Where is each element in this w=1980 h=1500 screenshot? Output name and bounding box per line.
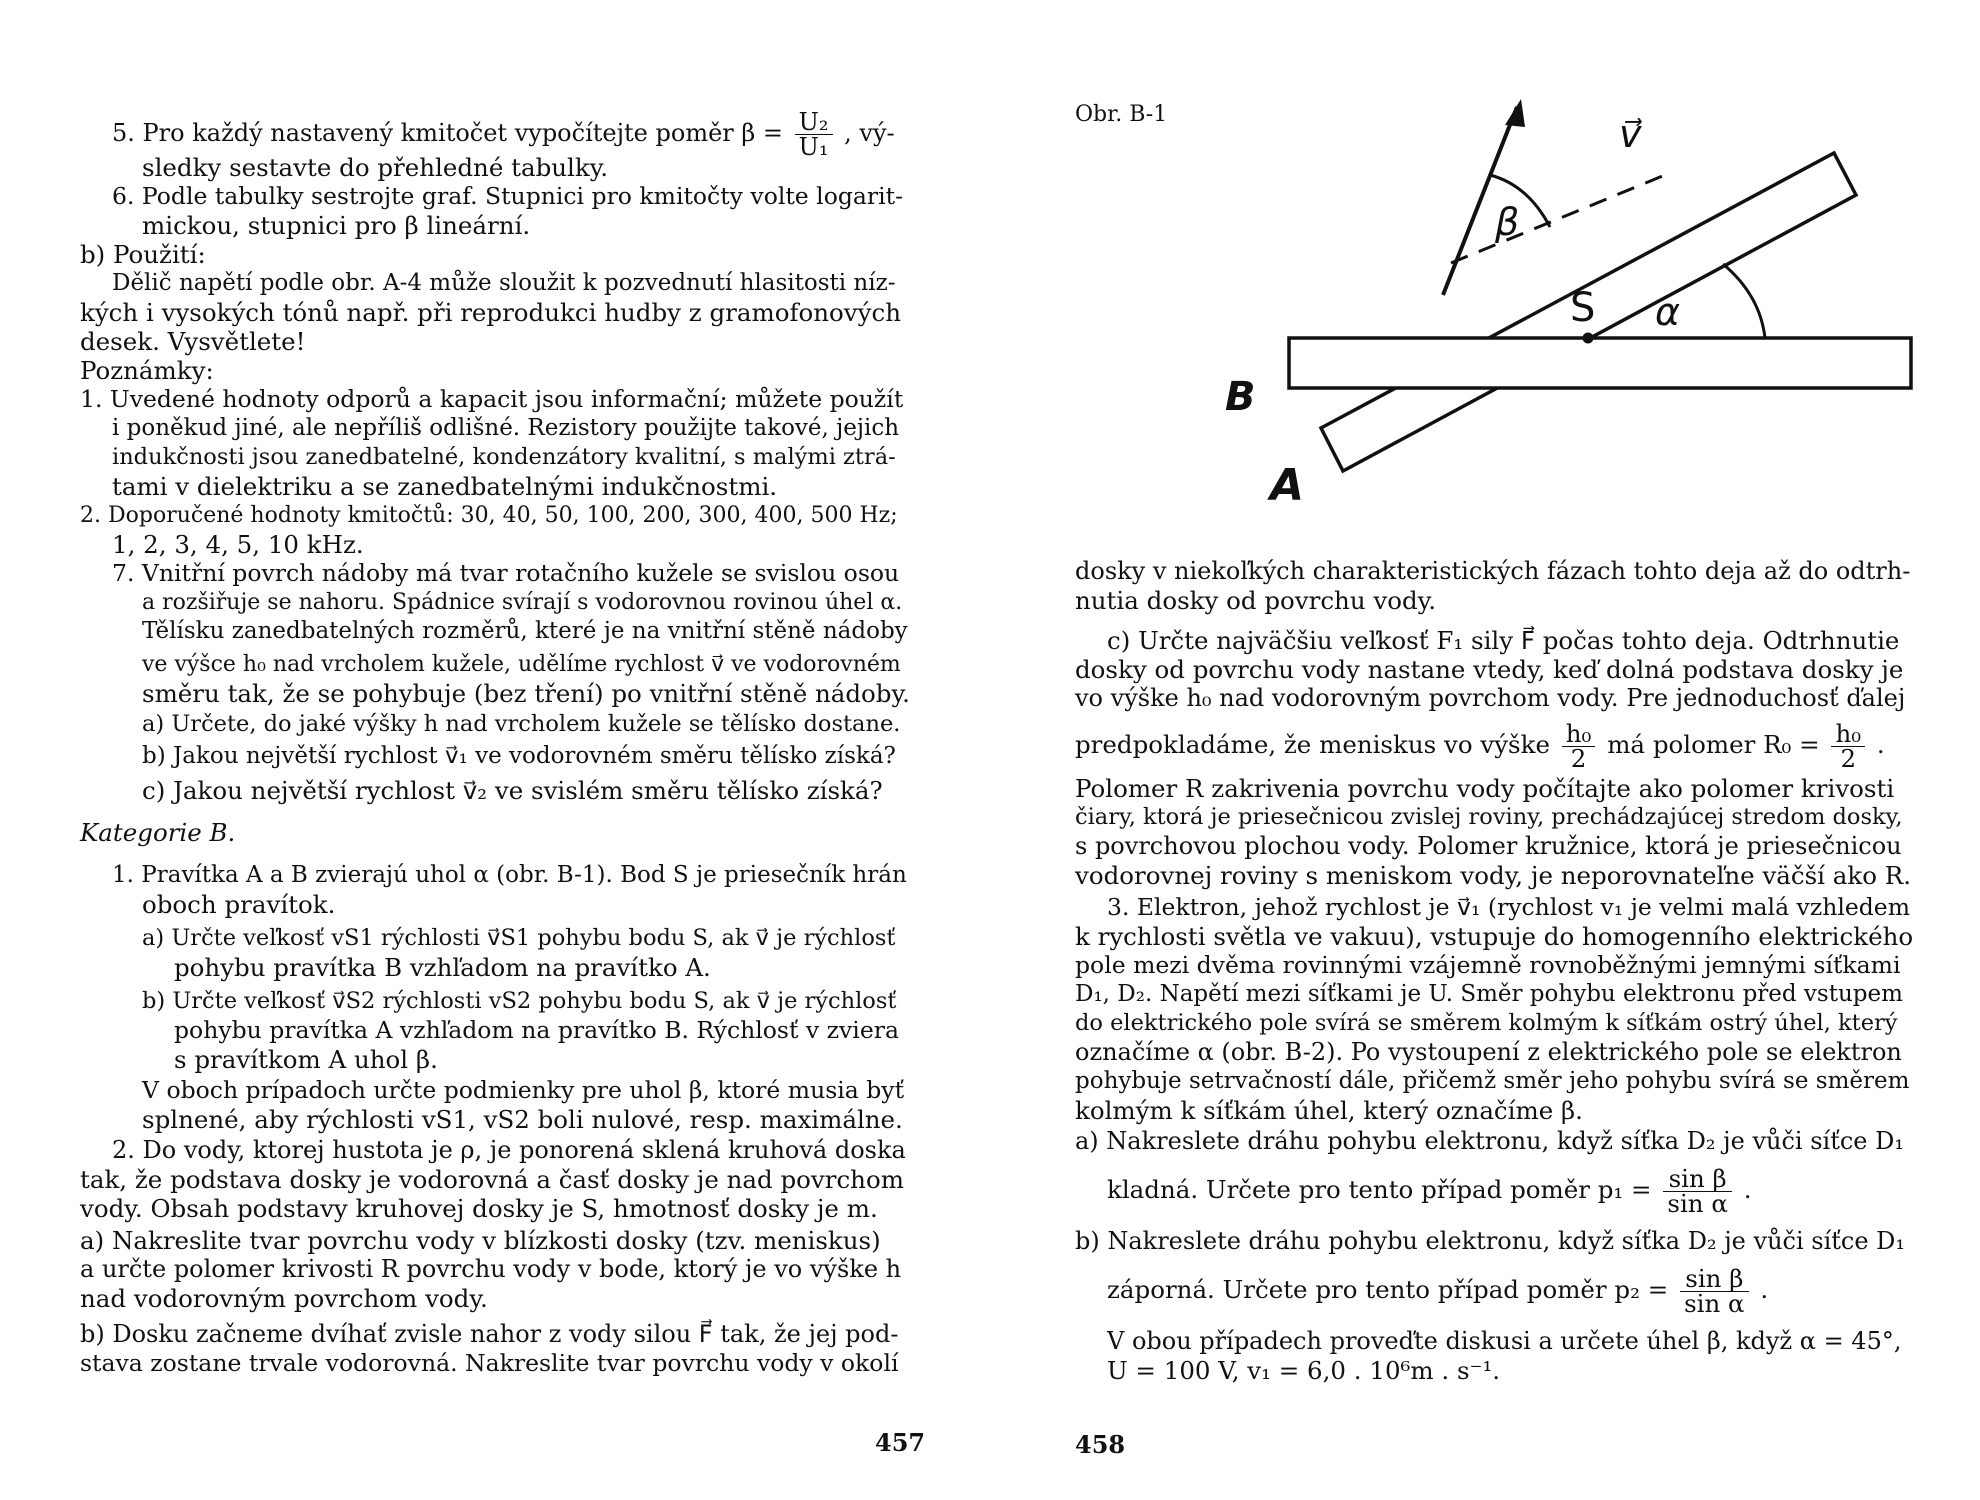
fraction [1562, 719, 1596, 773]
text-line: oboch pravítok. [142, 890, 336, 919]
text-line: a) Určte veľkosť vS1 rýchlosti v⃗S1 pohybu bodu S, ak v⃗ je rýchlosť [142, 925, 896, 951]
label-s: S [1570, 285, 1596, 331]
text-line: tak, že podstava dosky je vodorovná a časť dosky je nad povrchom [80, 1165, 904, 1194]
text-line: V obou případech proveďte diskusi a určete úhel β, když α = 45°, [1107, 1327, 1902, 1355]
ruler-b [1289, 338, 1911, 388]
text-line [112, 110, 910, 159]
text-line: sledky sestavte do přehledné tabulky. [142, 153, 609, 182]
text-line: nutia dosky od povrchu vody. [1075, 586, 1437, 615]
text-line: dosky od povrchu vody nastane vtedy, keď dolná podstava dosky je [1075, 655, 1904, 684]
point-s [1583, 333, 1594, 344]
fraction-numerator: h₀ [1562, 722, 1596, 747]
text-line: do elektrického pole svírá se směrem kolmým k síťkám ostrý úhel, který [1075, 1010, 1898, 1036]
left-page [80, 0, 926, 1500]
right-page [1075, 0, 1915, 1500]
label-v: v⃗ [1619, 112, 1642, 156]
text-line: směru tak, že se pohybuje (bez tření) po vnitřní stěně nádoby. [142, 679, 910, 708]
text-line: b) Jakou největší rychlost v⃗₁ ve vodorovném směru tělísko získá? [142, 743, 896, 769]
text-span: má polomer R₀ = [1607, 730, 1820, 759]
text-line: vo výške h₀ nad vodorovným povrchom vody. Pre jednoduchosť ďalej [1075, 684, 1906, 712]
text-line: indukčnosti jsou zanedbatelné, kondenzátory kvalitní, s malými ztrá- [112, 444, 896, 470]
text-line: pole mezi dvěma rovinnými vzájemně rovnoběžnými jemnými síťkami [1075, 951, 1901, 979]
page-number: 457 [875, 1428, 926, 1457]
fraction-numerator: h₀ [1831, 722, 1865, 747]
text-line: 7. Vnitřní povrch nádoby má tvar rotačního kužele se svislou osou [112, 559, 900, 587]
text-line: dosky v niekoľkých charakteristických fázach tohto deja až do odtrh- [1075, 557, 1911, 585]
fraction-numerator: U₂ [795, 110, 833, 135]
text-line: označíme α (obr. B-2). Po vystoupení z elektrického pole se elektron [1075, 1038, 1902, 1066]
text-line: a) Nakreslete dráhu pohybu elektronu, když síťka D₂ je vůči síťce D₁ [1075, 1127, 1904, 1155]
text-line: pohybuje setrvačností dále, přičemž směr jeho pohybu svírá se směrem [1075, 1068, 1910, 1094]
fraction-denominator: sin α [1667, 1189, 1728, 1218]
text-span: záporná. Určete pro tento případ poměr p₂ = [1107, 1275, 1669, 1304]
text-line: vody. Obsah podstavy kruhovej dosky je S, hmotnosť dosky je m. [80, 1194, 878, 1223]
text-line: tami v dielektriku a se zanedbatelnými indukčnostmi. [112, 472, 778, 501]
fraction-numerator: sin β [1680, 1267, 1749, 1292]
text-line: nad vodorovným povrchom vody. [80, 1284, 488, 1313]
text-span: , vý- [844, 119, 895, 147]
text-line: 1. Uvedené hodnoty odporů a kapacit jsou informační; můžete použít [80, 385, 904, 413]
angle-alpha-arc [1723, 264, 1765, 338]
arrow-head [1505, 99, 1525, 127]
text-line: Tělísku zanedbatelných rozměrů, které je na vnitřní stěně nádoby [142, 618, 908, 644]
text-line: pohybu pravítka B vzhľadom na pravítko A. [174, 953, 711, 982]
label-a: A [1270, 460, 1305, 511]
text-line: čiary, ktorá je priesečnicou zvislej roviny, prechádzajúcej stredom dosky, [1075, 804, 1903, 830]
text-line: Dělič napětí podle obr. A-4 může sloužit k pozvednutí hlasitosti níz- [112, 270, 896, 296]
fraction-denominator: U₁ [798, 133, 829, 161]
fraction [1831, 719, 1865, 773]
text-line [1107, 1164, 1915, 1218]
figure-b1 [1145, 95, 1925, 525]
fraction [795, 110, 833, 159]
fraction-denominator: sin α [1684, 1289, 1745, 1318]
fraction [1680, 1264, 1749, 1318]
text-line: 2. Doporučené hodnoty kmitočtů: 30, 40, 50, 100, 200, 300, 400, 500 Hz; [80, 503, 898, 528]
text-line: a) Určete, do jaké výšky h nad vrcholem kužele se tělísko dostane. [142, 711, 901, 737]
text-line: Poznámky: [80, 356, 214, 385]
text-line [1107, 1264, 1915, 1318]
text-line: k rychlosti světla ve vakuu), vstupuje do homogenního elektrického [1075, 922, 1914, 951]
fraction [1663, 1164, 1732, 1218]
label-b: B [1225, 374, 1256, 420]
text-span: . [1743, 1175, 1752, 1204]
text-line: V oboch prípadoch určte podmienky pre uhol β, ktoré musia byť [142, 1076, 905, 1104]
text-line: s pravítkom A uhol β. [174, 1045, 438, 1074]
text-span: . [1760, 1275, 1769, 1304]
text-line: mickou, stupnici pro β lineární. [142, 211, 531, 240]
text-line: desek. Vysvětlete! [80, 327, 306, 356]
text-line: kolmým k síťkám úhel, který označíme β. [1075, 1096, 1583, 1125]
text-line [1075, 719, 1915, 773]
text-line: D₁, D₂. Napětí mezi síťkami je U. Směr pohybu elektronu před vstupem [1075, 981, 1903, 1007]
fraction-denominator: 2 [1840, 744, 1857, 773]
text-line: a rozšiřuje se nahoru. Spádnice svírají s vodorovnou rovinou úhel α. [142, 590, 903, 615]
text-line: stava zostane trvale vodorovná. Nakreslite tvar povrchu vody v okolí [80, 1349, 899, 1377]
text-line: c) Jakou největší rychlost v⃗₂ ve svislém směru tělísko získá? [142, 776, 883, 805]
text-line: pohybu pravítka A vzhľadom na pravítko B. Rýchlosť v zviera [174, 1016, 899, 1044]
fraction-denominator: 2 [1570, 744, 1587, 773]
text-line: b) Nakreslete dráhu pohybu elektronu, když síťka D₂ je vůči síťce D₁ [1075, 1227, 1906, 1255]
text-line: 6. Podle tabulky sestrojte graf. Stupnici pro kmitočty volte logarit- [112, 182, 904, 210]
label-beta: β [1495, 200, 1520, 244]
text-line: ve výšce h₀ nad vrcholem kužele, udělíme rychlost v⃗ ve vodorovném [142, 652, 901, 677]
text-line: c) Určte najväčšiu veľkosť F₁ sily F⃗ počas tohto deja. Odtrhnutie [1107, 626, 1900, 655]
text-span: 5. Pro každý nastavený kmitočet vypočítejte poměr β = [112, 119, 784, 147]
text-line: a) Nakreslite tvar povrchu vody v blízkosti dosky (tzv. meniskus) [80, 1226, 881, 1255]
text-line: b) Použití: [80, 240, 206, 269]
text-line: s povrchovou plochou vody. Polomer kružnice, ktorá je priesečnicou [1075, 832, 1902, 860]
text-line: b) Určte veľkosť v⃗S2 rýchlosti vS2 pohybu bodu S, ak v⃗ je rýchlosť [142, 988, 897, 1014]
figure-caption: Obr. B-1 [1075, 102, 1168, 127]
text-line: kých i vysokých tónů např. při reprodukci hudby z gramofonových [80, 298, 901, 327]
text-line: Polomer R zakrivenia povrchu vody počítajte ako polomer krivosti [1075, 774, 1895, 803]
fraction-numerator: sin β [1663, 1167, 1732, 1192]
text-line: i poněkud jiné, ale nepříliš odlišné. Rezistory použijte takové, jejich [112, 415, 900, 441]
text-line: splnené, aby rýchlosti vS1, vS2 boli nulové, resp. maximálne. [142, 1105, 903, 1134]
text-line: vodorovnej roviny s meniskom vody, je neporovnateľne väčší ako R. [1075, 861, 1911, 890]
text-span: kladná. Určete pro tento případ poměr p₁ = [1107, 1175, 1652, 1204]
text-line: U = 100 V, v₁ = 6,0 . 10⁶m . s⁻¹. [1107, 1356, 1501, 1385]
text-line: 1. Pravítka A a B zvierajú uhol α (obr. B-1). Bod S je priesečník hrán [112, 862, 907, 888]
section-heading: Kategorie B. [80, 818, 236, 847]
page-number: 458 [1075, 1430, 1126, 1459]
text-line: 2. Do vody, ktorej hustota je ρ, je ponorená sklená kruhová doska [112, 1136, 906, 1164]
text-span: . [1876, 730, 1885, 759]
text-line: 3. Elektron, jehož rychlost je v⃗₁ (rychlost v₁ je velmi malá vzhledem [1107, 893, 1910, 921]
text-line: 1, 2, 3, 4, 5, 10 kHz. [112, 530, 364, 559]
text-line: a určte polomer krivosti R povrchu vody v bode, ktorý je vo výške h [80, 1255, 902, 1283]
text-span: predpokladáme, že meniskus vo výške [1075, 730, 1550, 759]
label-alpha: α [1655, 290, 1681, 334]
text-line: b) Dosku začneme dvíhať zvisle nahor z vody silou F⃗ tak, že jej pod- [80, 1320, 899, 1348]
